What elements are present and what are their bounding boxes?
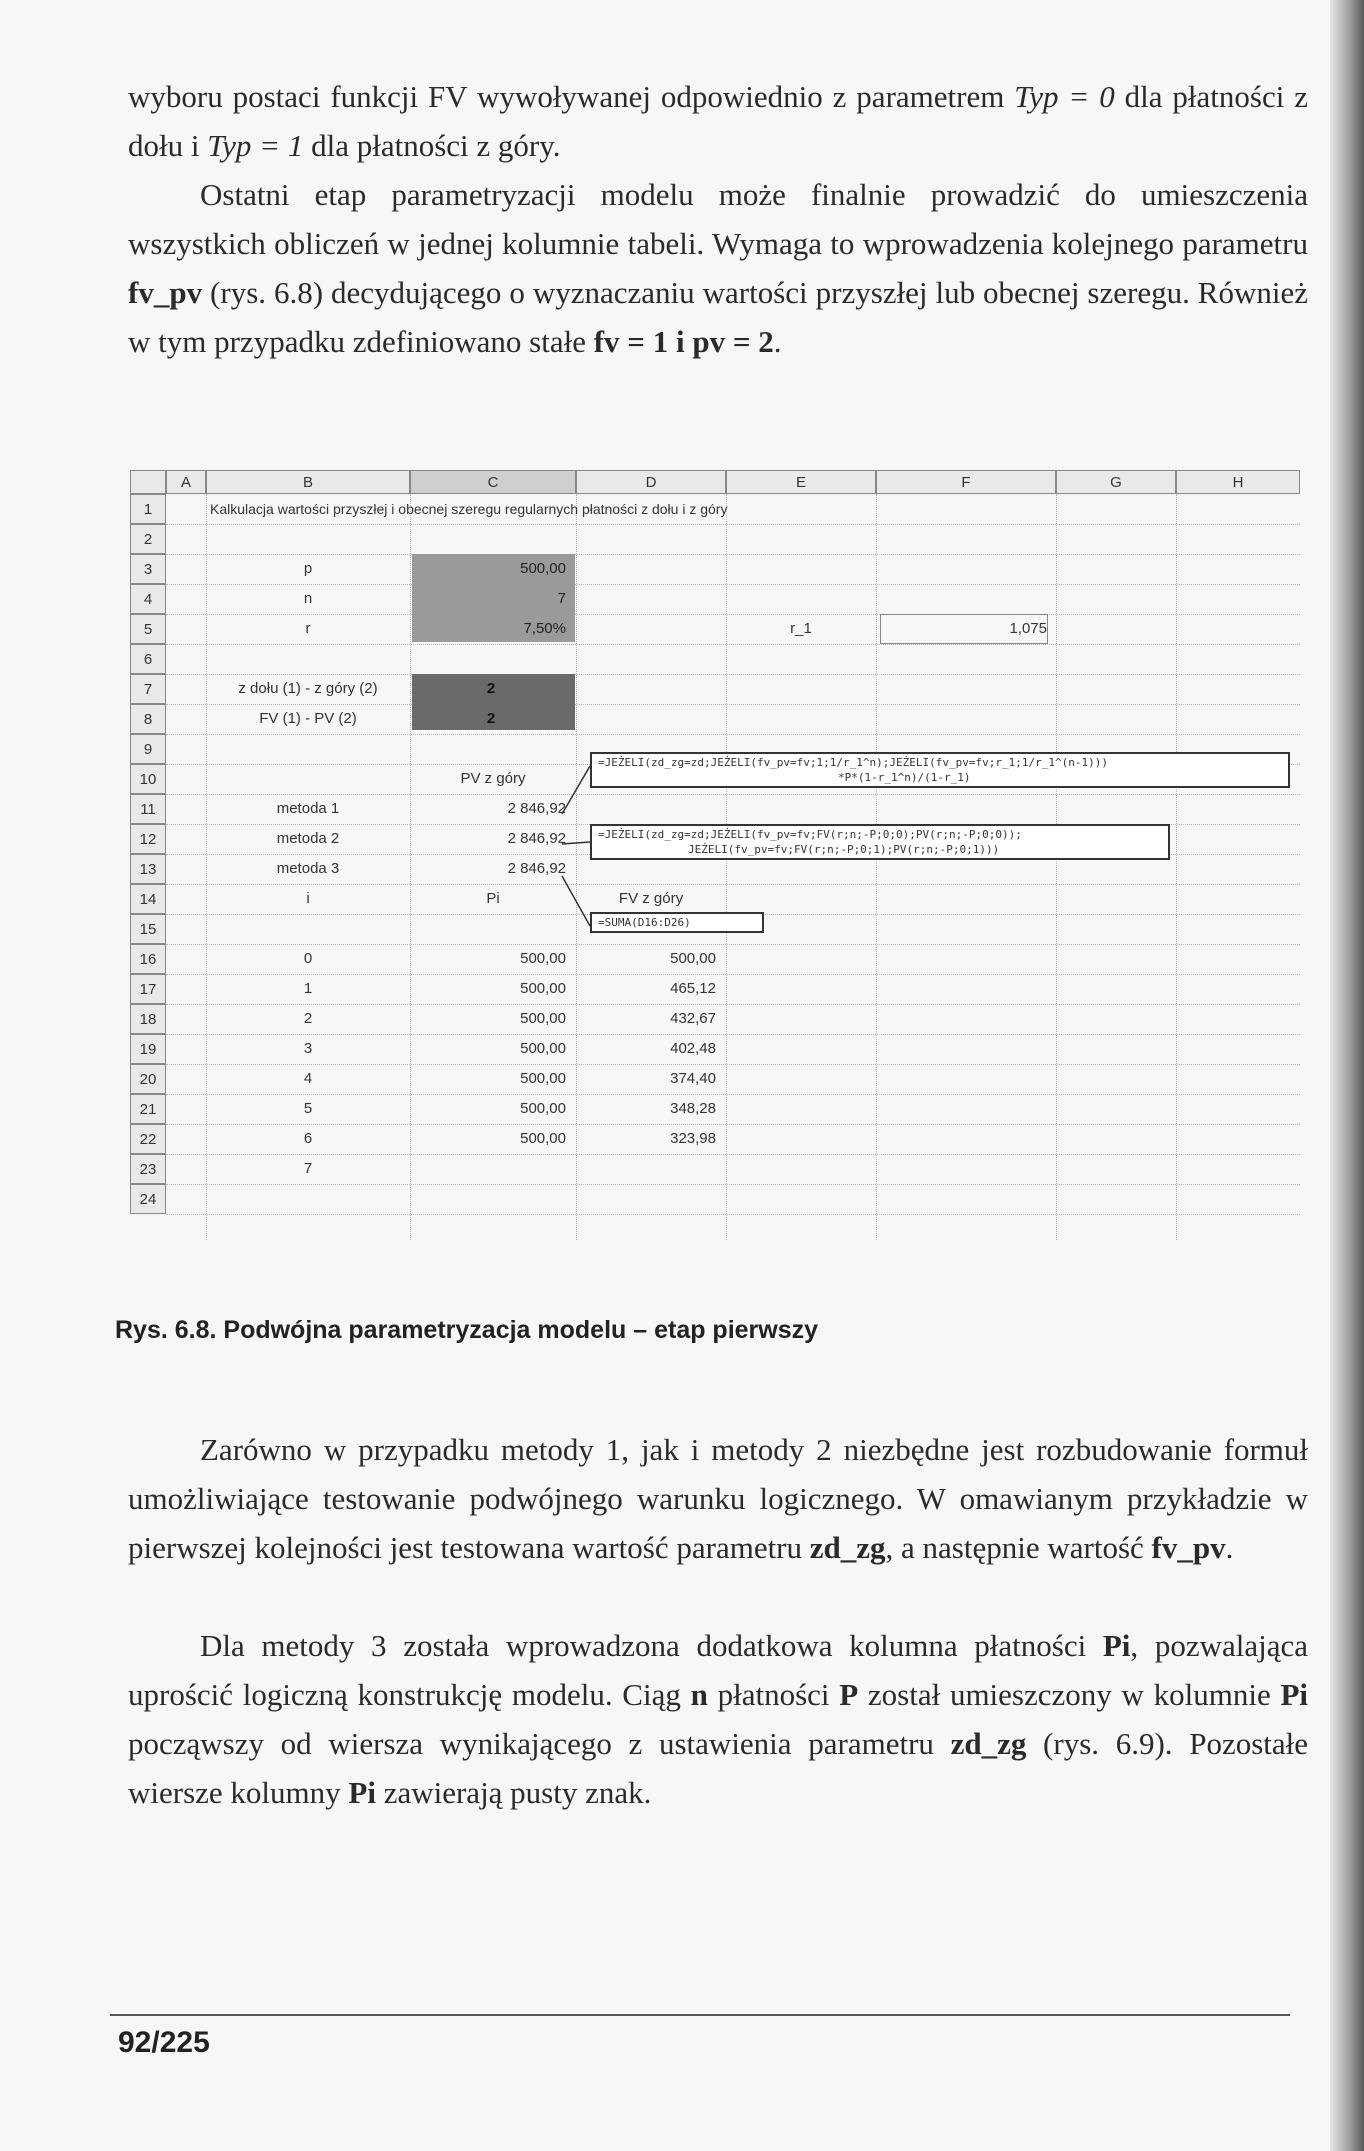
row-header: 3	[130, 554, 166, 584]
method-value: 2 846,92	[507, 830, 566, 847]
p4-text-g: zawierają pusty znak.	[383, 1775, 652, 1810]
row-header: 17	[130, 974, 166, 1004]
value-zdzg: 2	[486, 680, 496, 697]
footer-rule	[110, 2014, 1290, 2016]
row-header: 18	[130, 1004, 166, 1034]
row-header: 10	[130, 764, 166, 794]
connector-2	[562, 842, 590, 844]
method-name: metoda 3	[276, 860, 340, 877]
p4-pi-2: Pi	[1280, 1677, 1309, 1712]
col-header-h: H	[1176, 470, 1300, 494]
callout1-line2: *P*(1-r_1^n)/(1-r_1)	[838, 771, 971, 784]
connector-lines	[130, 470, 1300, 1240]
table-cell-pi: 500,00	[520, 1100, 566, 1117]
table-cell-fv: 374,40	[670, 1070, 716, 1087]
header-i: i	[306, 890, 310, 907]
row-header: 14	[130, 884, 166, 914]
table-cell-i: 3	[303, 1040, 313, 1057]
value-fvpv: 2	[486, 710, 496, 727]
p2-text-a: Ostatni etap parametryzacji modelu może finalnie prowadzić do umieszczenia wszystkich obliczeń w jednej kolumnie tabeli. Wymaga to wprowadzenia kolejnego parametru	[128, 177, 1308, 261]
callout2-line1: =JEŻELI(zd_zg=zd;JEŻELI(fv_pv=fv;FV(r;n;-P;0;0);PV(r;n;-P;0;0));	[598, 828, 1022, 841]
label-p: p	[303, 560, 313, 577]
table-cell-pi: 500,00	[520, 1010, 566, 1027]
p2-period: .	[773, 324, 782, 359]
label-r1: r_1	[790, 620, 812, 637]
table-cell-fv: 323,98	[670, 1130, 716, 1147]
p4-text-b: , pozwalająca uprościć logiczną konstrukcję modelu. Ciąg	[128, 1628, 1308, 1712]
table-cell-fv: 402,48	[670, 1040, 716, 1057]
col-header-g: G	[1056, 470, 1176, 494]
header-pi: Pi	[486, 890, 500, 907]
col-header-f: F	[876, 470, 1056, 494]
row-header: 9	[130, 734, 166, 764]
row-header: 21	[130, 1094, 166, 1124]
label-n: n	[303, 590, 313, 607]
row-header: 22	[130, 1124, 166, 1154]
col-header-b: B	[206, 470, 410, 494]
spreadsheet-figure	[130, 470, 1300, 1240]
p4-pi-3: Pi	[348, 1775, 376, 1810]
table-cell-i: 4	[303, 1070, 313, 1087]
row-header: 15	[130, 914, 166, 944]
col-header-a: A	[166, 470, 206, 494]
p1-typ: Typ = 0	[1014, 79, 1115, 114]
p3-zdzg: zd_zg	[809, 1530, 886, 1565]
p4-pi: Pi	[1102, 1628, 1131, 1663]
callout2-line2: JEŻELI(fv_pv=fv;FV(r;n;-P;0;1);PV(r;n;-P;0;1)))	[688, 843, 1000, 856]
method-name: metoda 1	[276, 800, 340, 817]
table-cell-i: 2	[303, 1010, 313, 1027]
method-value: 2 846,92	[507, 860, 566, 877]
table-cell-pi: 500,00	[520, 950, 566, 967]
row-header: 24	[130, 1184, 166, 1214]
method-value: 2 846,92	[507, 800, 566, 817]
paragraph-3	[128, 1425, 1308, 1572]
row-header: 6	[130, 644, 166, 674]
callout1-line1: =JEŻELI(zd_zg=zd;JEŻELI(fv_pv=fv;1;1/r_1^n);JEŻELI(fv_pv=fv;r_1;1/r_1^(n-1)))	[598, 756, 1108, 769]
label-r: r	[305, 620, 311, 637]
p1-text-2: dla płatności z dołu i	[128, 79, 1309, 163]
p4-text-c: płatności	[717, 1677, 830, 1712]
sheet-title: Kalkulacja wartości przyszłej i obecnej szeregu regularnych płatności z dołu i z góry	[210, 501, 728, 517]
figure-caption: Rys. 6.8. Podwójna parametryzacja modelu – etap pierwszy	[115, 1316, 819, 1344]
value-p: 500,00	[520, 560, 566, 577]
value-r1: 1,075	[880, 614, 1048, 644]
pv-header: PV z góry	[460, 770, 526, 787]
row-header: 16	[130, 944, 166, 974]
table-cell-pi: 500,00	[520, 1070, 566, 1087]
p2-constants: fv = 1 i pv = 2	[593, 324, 774, 359]
table-cell-fv: 348,28	[670, 1100, 716, 1117]
header-fv: FV z góry	[618, 890, 684, 907]
row-header: 2	[130, 524, 166, 554]
row-header: 4	[130, 584, 166, 614]
row-header: 5	[130, 614, 166, 644]
page-edge-shadow	[1330, 0, 1364, 2151]
p3-text-b: , a następnie wartość	[885, 1530, 1144, 1565]
table-cell-fv: 465,12	[670, 980, 716, 997]
connector-3	[562, 876, 590, 926]
row-header: 20	[130, 1064, 166, 1094]
row-header: 8	[130, 704, 166, 734]
p4-n: n	[690, 1677, 708, 1712]
p4-P: P	[839, 1677, 859, 1712]
p2-fvpv: fv_pv	[128, 275, 203, 310]
p3-text-a: Zarówno w przypadku metody 1, jak i metody 2 niezbędne jest rozbudowanie formuł umożliwiające testowanie podwójnego warunku logicznego. W omawianym przykładzie w pierwszej kolejności jest testowana wartość parametru	[128, 1432, 1308, 1565]
col-header-d: D	[576, 470, 726, 494]
table-cell-fv: 500,00	[670, 950, 716, 967]
p2-text-b: (rys. 6.8) decydującego o wyznaczaniu wartości przyszłej lub obecnej szeregu. Również w tym przypadku zdefiniowano stałe	[128, 275, 1308, 359]
p1-typ-2: Typ = 1	[207, 128, 304, 163]
row-header: 7	[130, 674, 166, 704]
table-cell-i: 6	[303, 1130, 313, 1147]
p4-zdzg: zd_zg	[950, 1726, 1027, 1761]
p4-text-d: został umieszczony w kolumnie	[867, 1677, 1271, 1712]
row-header: 23	[130, 1154, 166, 1184]
col-header-e: E	[726, 470, 876, 494]
value-n: 7	[557, 590, 566, 607]
table-cell-pi: 500,00	[520, 1130, 566, 1147]
p4-text-a: Dla metody 3 została wprowadzona dodatkowa kolumna płatności	[200, 1628, 1087, 1663]
method-name: metoda 2	[276, 830, 340, 847]
row-header: 12	[130, 824, 166, 854]
row-header: 1	[130, 494, 166, 524]
callout3-text: =SUMA(D16:D26)	[598, 916, 691, 929]
p1-text-3: dla płatności z góry.	[311, 128, 561, 163]
row-header: 19	[130, 1034, 166, 1064]
connector-1	[562, 766, 590, 814]
p1-text: wyboru postaci funkcji FV wywoływanej odpowiednio z parametrem	[128, 79, 1005, 114]
label-fvpv: FV (1) - PV (2)	[259, 710, 357, 727]
row-header: 13	[130, 854, 166, 884]
table-cell-fv: 432,67	[670, 1010, 716, 1027]
col-header-c: C	[410, 470, 576, 494]
p4-text-e: począwszy od wiersza wynikającego z ustawienia parametru	[128, 1726, 934, 1761]
p3-fvpv: fv_pv	[1151, 1530, 1226, 1565]
paragraph-1	[128, 72, 1308, 170]
table-cell-pi: 500,00	[520, 980, 566, 997]
table-cell-i: 5	[303, 1100, 313, 1117]
page-number: 92/225	[118, 2026, 210, 2059]
paragraph-4	[128, 1621, 1308, 1817]
p4-text-f: (rys. 6.9). Pozostałe wiersze kolumny	[128, 1726, 1309, 1810]
paragraph-2	[128, 170, 1308, 366]
table-cell-pi: 500,00	[520, 1040, 566, 1057]
p3-period: .	[1225, 1530, 1234, 1565]
table-cell-i: 1	[303, 980, 313, 997]
table-cell-i: 7	[303, 1160, 313, 1177]
value-r: 7,50%	[523, 620, 566, 637]
table-cell-i: 0	[303, 950, 313, 967]
label-zdzg: z dołu (1) - z góry (2)	[238, 680, 378, 697]
row-header: 11	[130, 794, 166, 824]
